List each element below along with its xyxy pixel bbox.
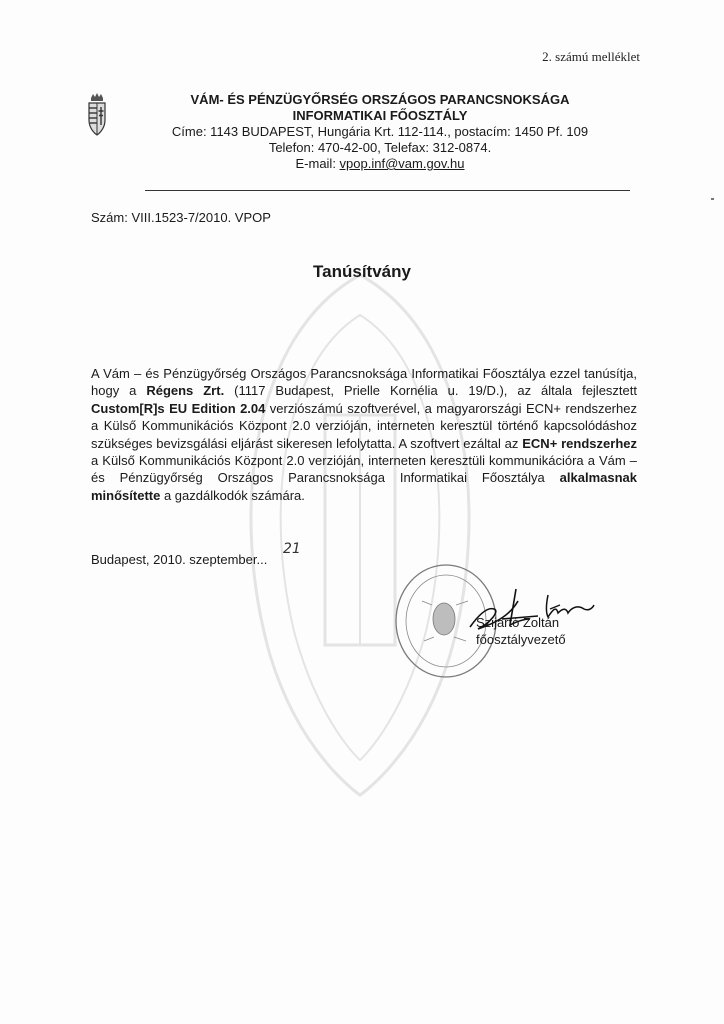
place-and-date xyxy=(91,552,267,567)
company-name: Régens Zrt. xyxy=(146,383,225,399)
software-name: Custom[R]s EU Edition 2.04 xyxy=(91,400,266,416)
signer-position: főosztályvezető xyxy=(476,632,566,647)
body-part-3: verziószámú szoftverével, a magyarországi ECN+ rendszerhez a Külső Kommunikációs Központ 2.0 verzióján, interneten keresztül történő kapcsolódáshoz szükséges bevizsgálási eljárást sikeresen lefolytatta. A szoftvert ezáltal az xyxy=(91,400,637,451)
email-link[interactable]: vpop.inf@vam.gov.hu xyxy=(339,156,465,171)
date-dots: ... xyxy=(256,552,268,567)
org-address: Címe: 1143 BUDAPEST, Hungária Krt. 112-114., postacím: 1450 Pf. 109 xyxy=(171,124,589,139)
signer-name: Szijártó Zoltán xyxy=(476,615,560,630)
system-name: ECN+ rendszerhez xyxy=(522,435,637,451)
qualification-phrase: alkalmasnak minősítette xyxy=(91,470,637,503)
reference-number: Szám: VIII.1523-7/2010. VPOP xyxy=(91,210,271,225)
org-name-line2: INFORMATIKAI FŐOSZTÁLY xyxy=(292,108,468,123)
signer-block xyxy=(476,614,566,648)
watermark-emblem xyxy=(210,255,510,815)
body-part-5: a gazdálkodók számára. xyxy=(160,487,305,503)
document-title: Tanúsítvány xyxy=(313,262,411,281)
handwritten-day: 21 xyxy=(283,541,301,557)
body-part-2: (1117 Budapest, Prielle Kornélia u. 19/D.), az általa fejlesztett xyxy=(224,383,637,399)
body-part-1: A Vám – és Pénzügyőrség Országos Parancsnoksága Informatikai Főosztálya ezzel tanúsítja, hogy a xyxy=(91,366,637,399)
org-name-line1: VÁM- ÉS PÉNZÜGYŐRSÉG ORSZÁGOS PARANCSNOKSÁGA xyxy=(190,92,570,107)
letterhead-divider xyxy=(145,190,630,191)
email-label: E-mail: xyxy=(295,156,340,171)
letterhead xyxy=(110,92,650,172)
body-part-4: a Külső Kommunikációs Központ 2.0 verzióján, interneten keresztüli kommunikációra a Vám – és Pénzügyőrség Országos Parancsnoksága Informatikai Főosztálya xyxy=(91,453,637,486)
annex-label: 2. számú melléklet xyxy=(542,49,640,64)
coat-of-arms-icon xyxy=(86,92,108,138)
certificate-body xyxy=(91,365,637,504)
org-email-line xyxy=(110,156,650,172)
date-text: Budapest, 2010. szeptember xyxy=(91,552,257,567)
org-phone: Telefon: 470-42-00, Telefax: 312-0874. xyxy=(268,140,492,155)
scan-mark xyxy=(711,198,714,200)
